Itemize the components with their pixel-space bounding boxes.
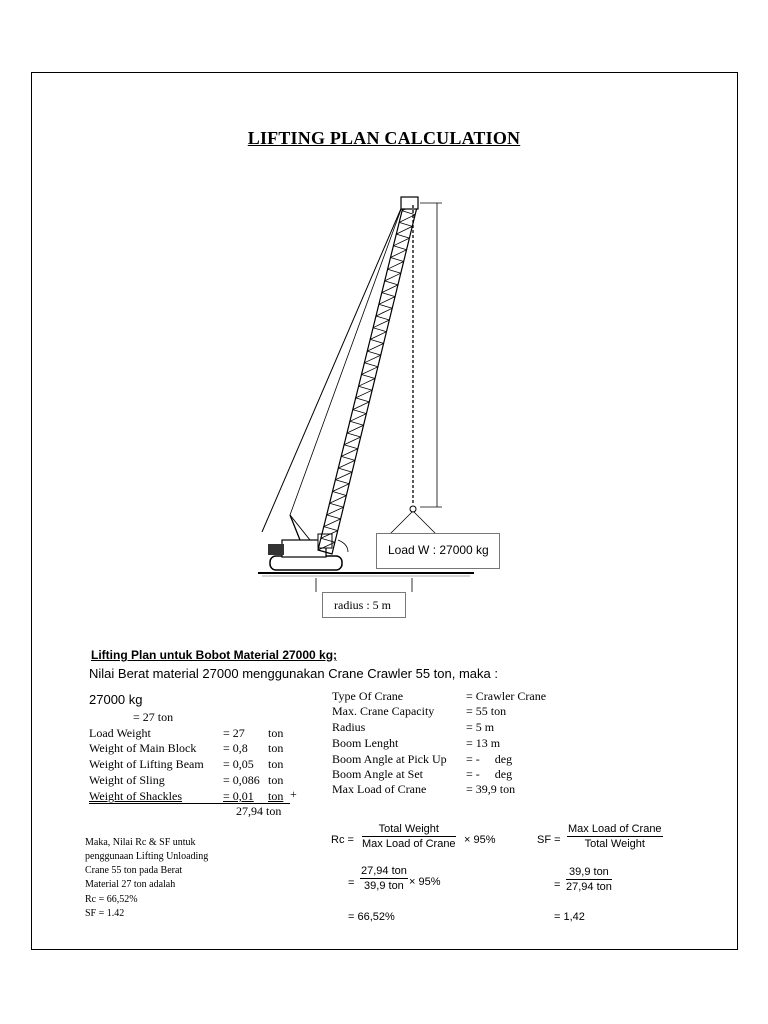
rc-num-1: Total Weight: [362, 823, 456, 837]
boom-lacing: [356, 390, 372, 398]
boom-lacing: [396, 234, 409, 238]
weight-value: = 0,8: [223, 741, 248, 755]
boom-lacing: [347, 433, 361, 437]
boom-lacing: [391, 250, 407, 258]
intro-heading: Lifting Plan untuk Bobot Material 27000 kg;: [91, 648, 338, 662]
boom-lacing: [364, 355, 380, 363]
boom-lacing: [344, 445, 358, 449]
boom-lacing: [362, 367, 378, 375]
boom-lacing: [376, 316, 389, 320]
weight-value: = 0,01: [223, 789, 254, 803]
boom-lacing: [341, 456, 355, 460]
conclusion-line: penggunaan Lifting Unloading: [85, 851, 209, 862]
boom-lacing: [350, 414, 367, 422]
boom-lacing: [341, 449, 358, 457]
weight-label: Weight of Lifting Beam: [89, 757, 204, 771]
rc-lhs: Rc =: [331, 834, 354, 846]
boom-lacing: [379, 304, 392, 308]
boom-lacing: [388, 269, 401, 273]
weight-unit: ton: [268, 773, 284, 787]
boom-lacing: [338, 460, 355, 468]
boom-lacing: [382, 293, 395, 297]
spec-label: Radius: [332, 720, 366, 734]
boom-lacing: [338, 468, 352, 472]
sf-fraction-2: [566, 866, 612, 893]
boom-lacing: [373, 328, 386, 332]
boom-lacing: [324, 519, 341, 527]
weight-label: Weight of Sling: [89, 773, 165, 787]
boom-lacing: [327, 515, 341, 519]
sf-num-2: 39,9 ton: [566, 866, 612, 880]
rc-result: = 66,52%: [348, 911, 395, 923]
rc-fraction-2: [360, 865, 408, 892]
boom-lacing: [324, 527, 338, 531]
boom-lacing: [376, 308, 392, 316]
boom-lacing: [391, 258, 404, 262]
boom-lacing: [373, 320, 389, 328]
ton-value: = 27 ton: [133, 710, 174, 724]
kg-value: 27000 kg: [89, 692, 143, 707]
radius-label: radius : 5 m: [334, 598, 391, 612]
boom-lacing: [359, 379, 375, 387]
sf-eq-2: =: [554, 879, 561, 891]
boom-lacing: [344, 437, 361, 445]
boom-lacing: [353, 402, 369, 410]
boom-lacing: [330, 496, 347, 504]
boom-lacing: [396, 226, 412, 234]
spec-label: Boom Angle at Set: [332, 767, 423, 781]
boom-lacing: [327, 507, 344, 515]
sf-fraction-1: [567, 823, 663, 850]
weight-unit: ton: [268, 741, 284, 755]
spec-value: = - deg: [466, 767, 513, 781]
sf-den-1: Total Weight: [584, 838, 645, 850]
spec-value: = 13 m: [466, 736, 501, 750]
rc-eq-2: =: [348, 877, 355, 889]
weight-label: Weight of Shackles: [89, 789, 183, 803]
spec-label: Type Of Crane: [332, 689, 404, 703]
page-title: LIFTING PLAN CALCULATION: [247, 128, 521, 148]
boom-lacing: [330, 503, 344, 507]
weights-total: 27,94 ton: [236, 804, 282, 818]
boom-lacing: [364, 363, 377, 367]
boom-lacing: [367, 351, 380, 355]
boom-lacing: [335, 472, 352, 480]
weight-value: = 0,086: [223, 773, 260, 787]
pendant-line: [262, 204, 403, 532]
boom-lacing: [356, 398, 370, 402]
conclusion-line: Material 27 ton adalah: [85, 879, 176, 890]
boom-tip: [401, 197, 418, 209]
spec-value: = 5 m: [466, 720, 495, 734]
boom-lacing: [385, 281, 398, 285]
spec-label: Boom Angle at Pick Up: [332, 752, 447, 766]
conclusion-rc: Rc = 66,52%: [85, 894, 138, 905]
spec-label: Boom Lenght: [332, 736, 399, 750]
boom-lacing: [333, 492, 347, 496]
weight-value: = 0,05: [223, 757, 254, 771]
boom-lacing: [353, 410, 367, 414]
boom-lacing: [393, 238, 409, 246]
weight-label: Weight of Main Block: [89, 741, 197, 755]
spec-label: Max. Crane Capacity: [332, 704, 435, 718]
weight-unit: ton: [268, 789, 284, 803]
intro-sentence: Nilai Berat material 27000 menggunakan Crane Crawler 55 ton, maka :: [89, 666, 498, 681]
rc-den-2: 39,9 ton: [364, 880, 404, 892]
rc-factor-2: × 95%: [409, 876, 441, 888]
counterweight: [268, 544, 284, 555]
weight-value: = 27: [223, 726, 245, 740]
boom-lacing: [382, 285, 398, 293]
boom-lacing: [379, 297, 395, 305]
conclusion-line: Crane 55 ton pada Berat: [85, 865, 183, 876]
boom-angle-arc: [338, 540, 348, 552]
boom-lacing: [385, 273, 401, 281]
spec-value: = Crawler Crane: [466, 689, 547, 703]
sf-result: = 1,42: [554, 911, 585, 923]
rc-den-1: Max Load of Crane: [362, 838, 456, 850]
boom-lacing: [399, 222, 412, 226]
boom-lacing: [359, 386, 373, 390]
boom-lacing: [333, 484, 350, 492]
boom-lacing: [393, 246, 406, 250]
conclusion-sf: SF = 1.42: [85, 908, 125, 919]
spec-value: = - deg: [466, 752, 513, 766]
boom-lacing: [370, 339, 383, 343]
sf-lhs: SF =: [537, 834, 561, 846]
hook: [410, 506, 416, 512]
boom-lacing: [388, 262, 404, 270]
weight-label: Load Weight: [89, 726, 151, 740]
conclusion-line: Maka, Nilai Rc & SF untuk: [85, 837, 196, 848]
rc-num-2: 27,94 ton: [361, 865, 407, 877]
gantry: [290, 515, 300, 540]
load-label: Load W : 27000 kg: [388, 543, 489, 557]
boom-lacing: [367, 343, 383, 351]
crawler-track: [270, 556, 342, 570]
sf-num-1: Max Load of Crane: [568, 823, 662, 835]
spec-value: = 39,9 ton: [466, 782, 516, 796]
rc-fraction-1: [362, 823, 456, 850]
boom-lacing: [350, 421, 364, 425]
boom-lacing: [362, 375, 376, 379]
spec-label: Max Load of Crane: [332, 782, 427, 796]
rc-factor-1: × 95%: [464, 834, 496, 846]
sf-den-2: 27,94 ton: [566, 881, 612, 893]
spec-value: = 55 ton: [466, 704, 507, 718]
weights-plus: +: [290, 787, 297, 801]
weight-unit: ton: [268, 726, 284, 740]
weight-unit: ton: [268, 757, 284, 771]
boom-lacing: [335, 480, 349, 484]
boom-lacing: [370, 332, 386, 340]
boom-lacing: [347, 425, 364, 433]
